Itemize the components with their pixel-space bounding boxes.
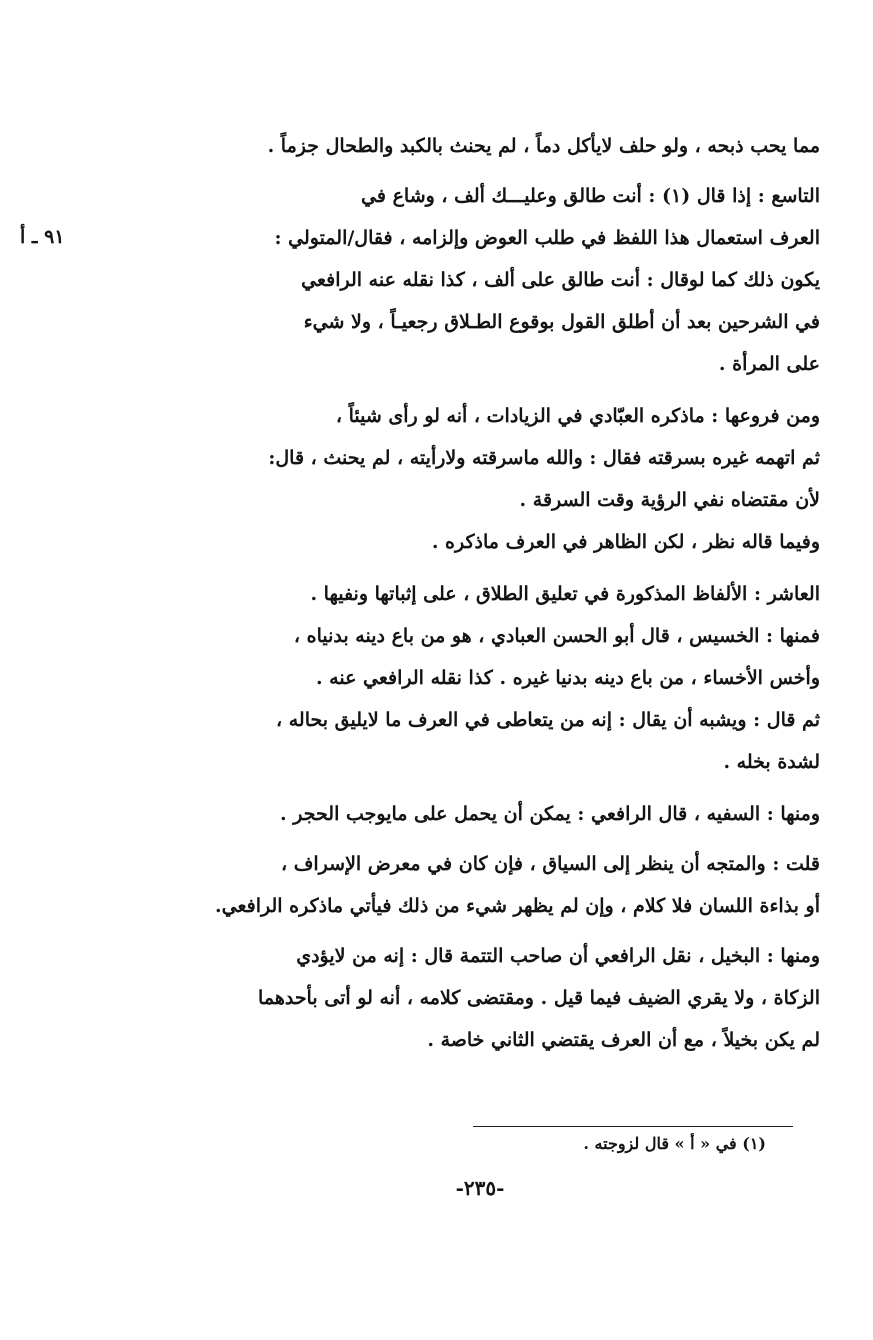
- text-line: الزكاة ، ولا يقري الضيف فيما قيل . ومقتضى كلامه ، أنه لو أتى بأحدهما: [258, 987, 820, 1009]
- text-line: فمنها : الخسيس ، قال أبو الحسن العبادي ، هو من باع دينه بدنياه ،: [293, 625, 820, 647]
- text-line: العرف استعمال هذا اللفظ في طلب العوض وإلزامه ، فقال/المتولي :: [274, 227, 820, 249]
- page-number: -٢٣٥-: [455, 1176, 505, 1200]
- manuscript-folio-note: ٩١ ـ أ: [20, 226, 65, 248]
- text-line: ثم اتهمه غيره بسرقته فقال : والله ماسرقته ولارأيته ، لم يحنث ، قال:: [268, 447, 820, 469]
- text-line: ومنها : السفيه ، قال الرافعي : يمكن أن يحمل على مايوجب الحجر .: [280, 803, 820, 825]
- text-line: لم يكن بخيلاً ، مع أن العرف يقتضي الثاني خاصة .: [427, 1029, 820, 1051]
- text-line: أو بذاءة اللسان فلا كلام ، وإن لم يظهر شيء من ذلك فيأتي ماذكره الرافعي.: [215, 895, 820, 917]
- text-line: ثم قال : ويشبه أن يقال : إنه من يتعاطى في العرف ما لايليق بحاله ،: [276, 709, 820, 731]
- text-line: لشدة بخله .: [723, 751, 820, 773]
- body-text: [134, 125, 820, 1061]
- text-line: وفيما قاله نظر ، لكن الظاهر في العرف ماذكره .: [431, 531, 820, 553]
- text-line: ومنها : البخيل ، نقل الرافعي أن صاحب التتمة قال : إنه من لايؤدي: [296, 945, 820, 967]
- text-line: لأن مقتضاه نفي الرؤية وقت السرقة .: [519, 489, 820, 511]
- text-line: على المرأة .: [718, 353, 820, 375]
- text-line: ومن فروعها : ماذكره العبّادي في الزيادات ، أنه لو رأى شيئاً ،: [335, 405, 820, 427]
- text-line: يكون ذلك كما لوقال : أنت طالق على ألف ، كذا نقله عنه الرافعي: [301, 269, 820, 291]
- text-line: وأخس الأخساء ، من باع دينه بدنيا غيره . كذا نقله الرافعي عنه .: [315, 667, 820, 689]
- text-line: التاسع : إذا قال (١) : أنت طالق وعليـــك ألف ، وشاع في: [361, 185, 820, 207]
- text-line: في الشرحين بعد أن أطلق القول بوقوع الطـلاق رجعيـاً ، ولا شيء: [303, 311, 820, 333]
- footnote-separator: [473, 1126, 793, 1127]
- text-line: العاشر : الألفاظ المذكورة في تعليق الطلاق ، على إثباتها ونفيها .: [310, 583, 820, 605]
- text-line: مما يحب ذبحه ، ولو حلف لايأكل دماً ، لم يحنث بالكبد والطحال جزماً .: [267, 135, 820, 157]
- footnote: (١) في « أ » قال لزوجته .: [583, 1134, 766, 1153]
- text-line: قلت : والمتجه أن ينظر إلى السياق ، فإن كان في معرض الإسراف ،: [280, 853, 820, 875]
